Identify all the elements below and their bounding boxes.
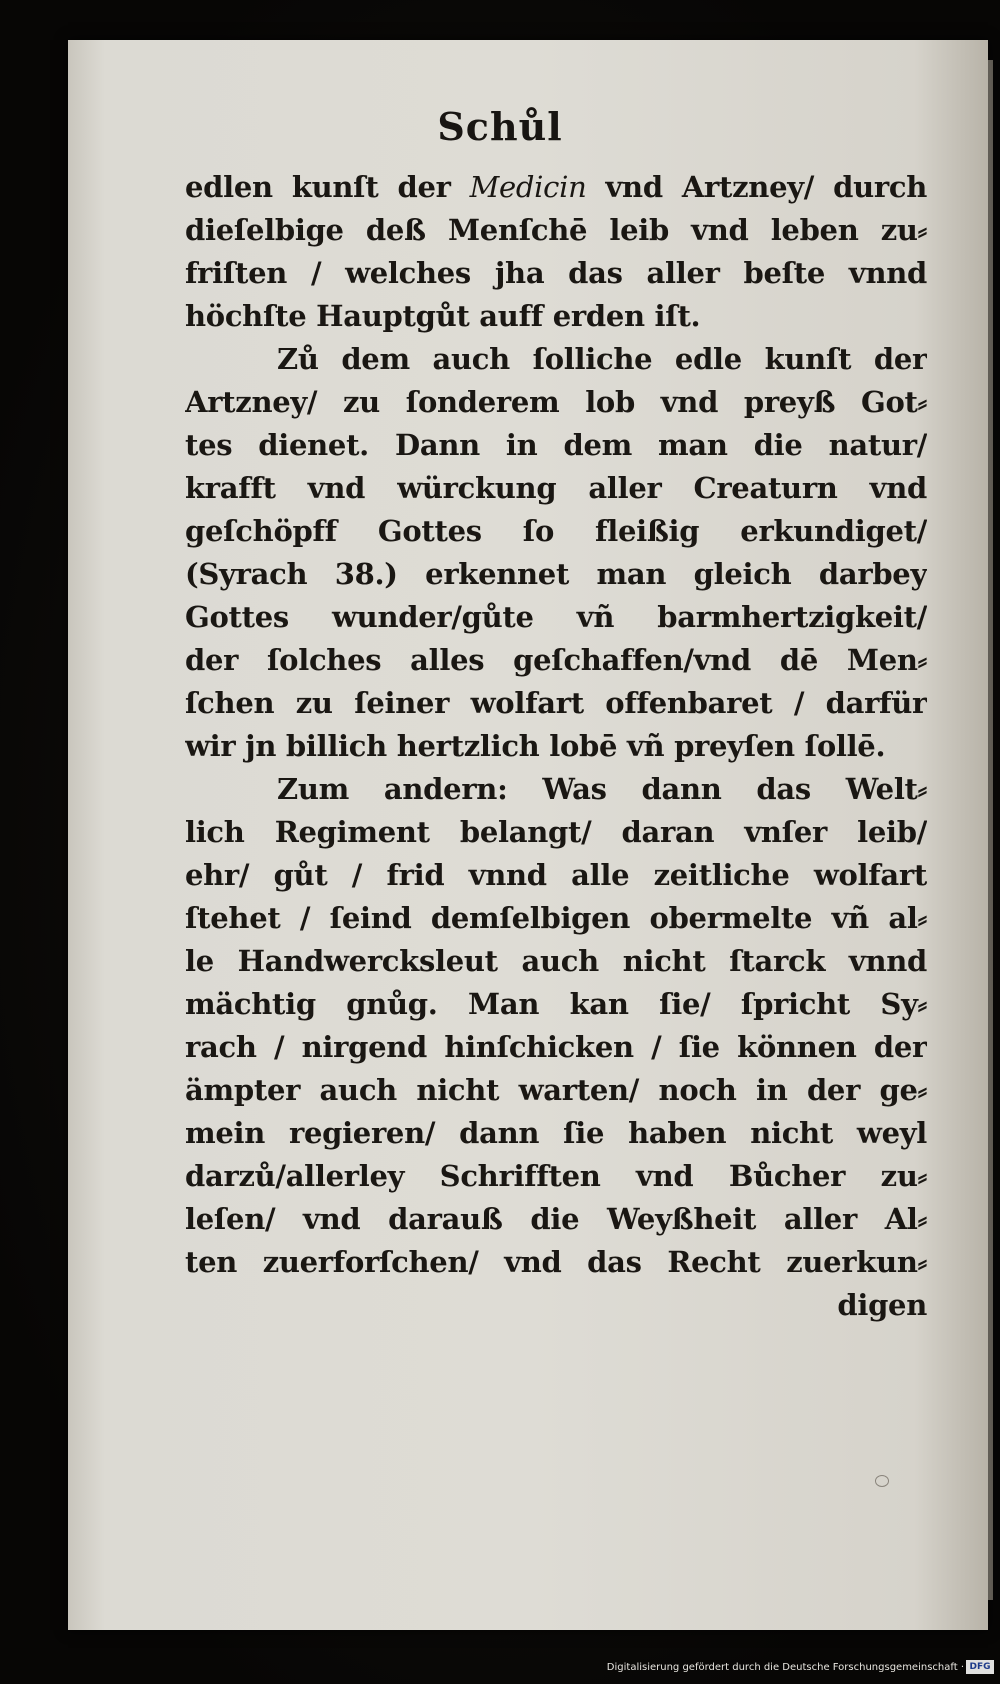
text-line: krafft vnd würckung aller Creaturn vnd — [185, 471, 927, 505]
text-line: höchſte Hauptgůt auff erden iſt. — [185, 299, 701, 333]
text-line: Gottes wunder/gůte vñ barmhertzigkeit/ — [185, 600, 927, 634]
text-line: digen — [837, 1288, 927, 1322]
text-line: wir jn billich hertzlich lobē vñ preyſen ſollē. — [185, 729, 886, 763]
text-line: ehr/ gůt / frid vnnd alle zeitliche wolfart — [185, 858, 927, 892]
latin-term: Medicin — [469, 170, 587, 204]
text-line: der ſolches alles geſchaffen/vnd dē Men⸗ — [185, 643, 927, 677]
dfg-logo: DFG — [966, 1660, 994, 1674]
text-line: le Handwercksleut auch nicht ſtarck vnnd — [185, 944, 927, 978]
text-line: leſen/ vnd darauß die Weyßheit aller Al⸗ — [185, 1202, 927, 1236]
text-line: geſchöpff Gottes ſo fleißig erkundiget/ — [185, 514, 927, 548]
ink-mark — [875, 1475, 889, 1487]
body-text — [185, 166, 927, 1327]
text-line: tes dienet. Dann in dem man die natur/ — [185, 428, 927, 462]
text-line: ten zuerforſchen/ vnd das Recht zuerkun⸗ — [185, 1245, 927, 1279]
digitization-credit: Digitalisierung gefördert durch die Deutsche Forschungsgemeinschaft · — [606, 1662, 964, 1673]
running-head: Schůl — [437, 104, 563, 149]
text-line: darzů/allerley Schrifften vnd Bůcher zu⸗ — [185, 1159, 927, 1193]
text-line: Zum andern: Was dann das Welt⸗ — [277, 772, 927, 806]
text-line: dieſelbige deß Menſchē leib vnd leben zu⸗ — [185, 213, 927, 247]
text-line: friſten / welches jha das aller beſte vnnd — [185, 256, 927, 290]
text-line: mein regieren/ dann ſie haben nicht weyl — [185, 1116, 927, 1150]
text-line: ſchen zu ſeiner wolfart offenbaret / darfür — [185, 686, 927, 720]
text-line: edlen kunſt der Medicin vnd Artzney/ durch — [185, 170, 927, 204]
text-line: ſtehet / ſeind demſelbigen obermelte vñ al⸗ — [185, 901, 927, 935]
text-line: Zů dem auch ſolliche edle kunſt der — [277, 342, 927, 376]
text-line: lich Regiment belangt/ daran vnſer leib/ — [185, 815, 927, 849]
text-line: (Syrach 38.) erkennet man gleich darbey — [185, 557, 927, 591]
text-line: ämpter auch nicht warten/ noch in der ge⸗ — [185, 1073, 927, 1107]
text-line: Artzney/ zu ſonderem lob vnd preyß Got⸗ — [185, 385, 927, 419]
text-line: mächtig gnůg. Man kan ſie/ ſpricht Sy⸗ — [185, 987, 927, 1021]
text-line: rach / nirgend hinſchicken / ſie können der — [185, 1030, 927, 1064]
